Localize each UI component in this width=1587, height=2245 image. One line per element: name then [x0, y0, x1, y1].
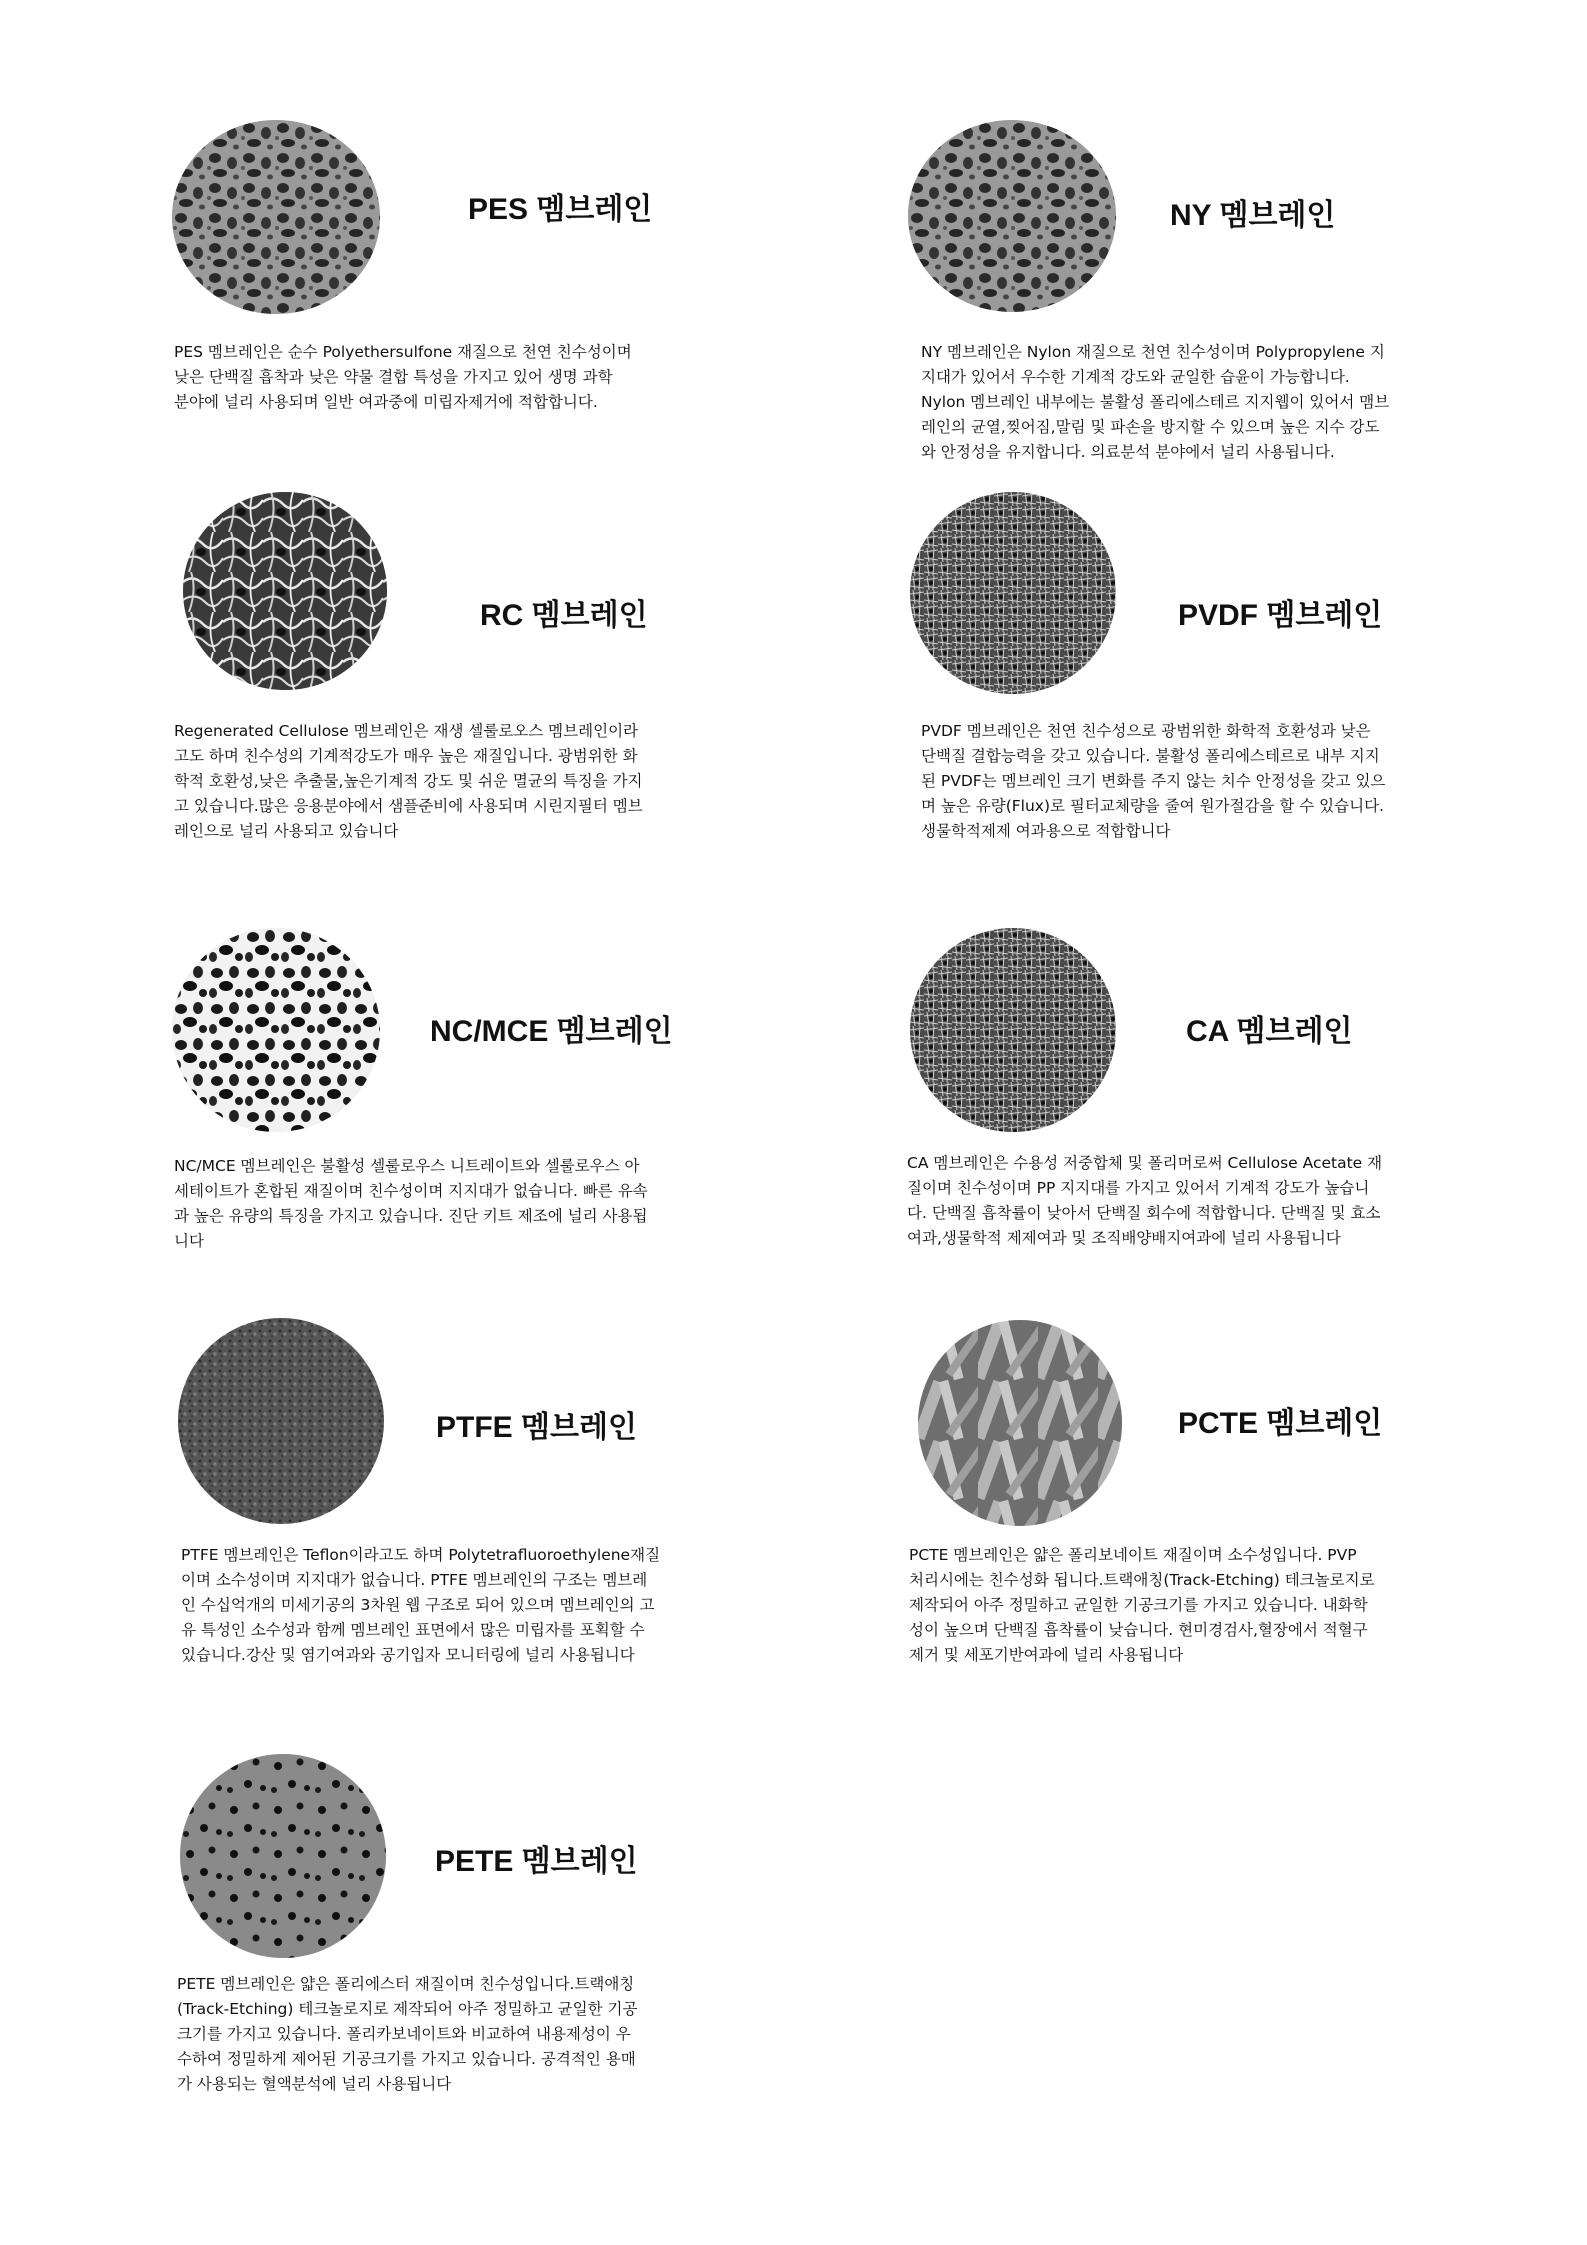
pvdf-description-line: 된 PVDF는 멤브레인 크기 변화를 주지 않는 치수 안정성을 갖고 있으 — [921, 772, 1386, 790]
ny-description-line: 레인의 균열,찢어짐,말림 및 파손을 방지할 수 있으며 높은 지수 강도 — [921, 418, 1380, 436]
pvdf-description-line: 생물학적제제 여과용으로 적합합니다 — [921, 822, 1171, 840]
rc-description-line: 학적 호환성,낮은 추출물,높은기계적 강도 및 쉬운 멸균의 특징을 가지 — [174, 772, 643, 790]
pvdf-description-line: PVDF 멤브레인은 천연 친수성으로 광범위한 화학적 호환성과 낮은 — [921, 722, 1371, 740]
ca-description-line: CA 멤브레인은 수용성 저중합체 및 폴리머로써 Cellulose Acetate 재 — [907, 1154, 1383, 1172]
ca-description-line: 질이며 친수성이며 PP 지지대를 가지고 있어서 기계적 강도가 높습니 — [907, 1179, 1370, 1197]
ptfe-micrograph-image — [178, 1318, 384, 1524]
rc-title: RC 멤브레인 — [480, 599, 648, 632]
pete-description-line: 수하여 정밀하게 제어된 기공크기를 가지고 있습니다. 공격적인 용매 — [177, 2050, 636, 2068]
nc-mce-description-line: 세테이트가 혼합된 재질이며 친수성이며 지지대가 없습니다. 빠른 유속 — [174, 1182, 648, 1200]
pcte-description-line: 처리시에는 친수성화 됩니다.트랙애칭(Track-Etching) 테크놀로지로 — [909, 1571, 1375, 1589]
rc-micrograph-image — [183, 492, 387, 690]
nc-mce-description-line: 니다 — [174, 1232, 204, 1250]
nc-mce-description-line: 과 높은 유량의 특징을 가지고 있습니다. 진단 키트 제조에 널리 사용됩 — [174, 1207, 648, 1225]
ca-description — [907, 1151, 1382, 1251]
pvdf-description — [921, 719, 1385, 844]
pcte-description-line: 성이 높으며 단백질 흡착률이 낮습니다. 현미경검사,혈장에서 적혈구 — [909, 1621, 1368, 1639]
pcte-micrograph-image — [918, 1320, 1122, 1526]
pcte-description — [909, 1543, 1375, 1668]
ny-description — [921, 340, 1389, 465]
pete-description — [177, 1972, 637, 2097]
pvdf-title: PVDF 멤브레인 — [1178, 599, 1383, 632]
ca-title: CA 멤브레인 — [1186, 1015, 1353, 1048]
pvdf-description-line: 단백질 결합능력을 갖고 있습니다. 불활성 폴리에스테르로 내부 지지 — [921, 747, 1380, 765]
pvdf-micrograph-image — [910, 492, 1116, 694]
ptfe-description — [181, 1543, 660, 1668]
pete-title: PETE 멤브레인 — [435, 1845, 638, 1878]
ptfe-description-line: PTFE 멤브레인은 Teflon이라고도 하며 Polytetrafluoroethylene재질 — [181, 1546, 661, 1564]
nc-mce-micrograph-image — [172, 928, 380, 1132]
rc-description-line: 레인으로 널리 사용되고 있습니다 — [174, 822, 399, 840]
pete-description-line: PETE 멤브레인은 얇은 폴리에스터 재질이며 친수성입니다.트랙애칭 — [177, 1975, 635, 1993]
ny-micrograph-image — [908, 120, 1116, 312]
rc-description-line: 고도 하며 친수성의 기계적강도가 매우 높은 재질입니다. 광범위한 화 — [174, 747, 638, 765]
rc-description-line: Regenerated Cellulose 멤브레인은 재생 셀룰로오스 멤브레인이라 — [174, 722, 639, 740]
ny-description-line: 지대가 있어서 우수한 기계적 강도와 균일한 습윤이 가능합니다. — [921, 368, 1350, 386]
ny-description-line: NY 멤브레인은 Nylon 재질으로 천연 친수성이며 Polypropylene 지 — [921, 343, 1385, 361]
pcte-description-line: PCTE 멤브레인은 얇은 폴리보네이트 재질이며 소수성입니다. PVP — [909, 1546, 1357, 1564]
pes-description-line: 분야에 널리 사용되며 일반 여과중에 미립자제거에 적합합니다. — [174, 393, 598, 411]
pete-micrograph-image — [180, 1754, 386, 1958]
ny-description-line: 와 안정성을 유지합니다. 의료분석 분야에서 널리 사용됩니다. — [921, 443, 1335, 461]
nc-mce-title: NC/MCE 멤브레인 — [430, 1015, 673, 1048]
nc-mce-description — [174, 1154, 648, 1254]
ptfe-description-line: 유 특성인 소수성과 함께 멤브레인 표면에서 많은 미립자를 포획할 수 — [181, 1621, 645, 1639]
ny-description-line: Nylon 멤브레인 내부에는 불활성 폴리에스테르 지지웹이 있어서 맴브 — [921, 393, 1390, 411]
pete-description-line: 크기를 가지고 있습니다. 폴리카보네이트와 비교하여 내용제성이 우 — [177, 2025, 631, 2043]
pvdf-description-line: 며 높은 유량(Flux)로 필터교체량을 줄여 원가절감을 할 수 있습니다. — [921, 797, 1384, 815]
pete-description-line: 가 사용되는 혈액분석에 널리 사용됩니다 — [177, 2075, 452, 2093]
pes-description — [174, 340, 632, 415]
ptfe-description-line: 인 수십억개의 미세기공의 3차원 웹 구조로 되어 있으며 멤브레인의 고 — [181, 1596, 655, 1614]
pcte-description-line: 제작되어 아주 정밀하고 균일한 기공크기를 가지고 있습니다. 내화학 — [909, 1596, 1368, 1614]
ny-title: NY 멤브레인 — [1170, 199, 1336, 232]
pes-description-line: PES 멤브레인은 순수 Polyethersulfone 재질으로 천연 친수성이며 — [174, 343, 632, 361]
rc-description — [174, 719, 643, 844]
ptfe-title: PTFE 멤브레인 — [436, 1411, 637, 1444]
ptfe-description-line: 있습니다.강산 및 염기여과와 공기입자 모니터링에 널리 사용됩니다 — [181, 1646, 635, 1664]
ca-description-line: 여과,생물학적 제제여과 및 조직배양배지여과에 널리 사용됩니다 — [907, 1229, 1341, 1247]
ptfe-description-line: 이며 소수성이며 지지대가 없습니다. PTFE 멤브레인의 구조는 멤브레 — [181, 1571, 648, 1589]
ca-description-line: 다. 단백질 흡착률이 낮아서 단백질 회수에 적합합니다. 단백질 및 효소 — [907, 1204, 1381, 1222]
rc-description-line: 고 있습니다.많은 응용분야에서 샘플준비에 사용되며 시린지필터 멤브 — [174, 797, 643, 815]
pcte-title: PCTE 멤브레인 — [1178, 1407, 1383, 1440]
nc-mce-description-line: NC/MCE 멤브레인은 불활성 셀룰로우스 니트레이트와 셀룰로우스 아 — [174, 1157, 640, 1175]
pes-description-line: 낮은 단백질 흡착과 낮은 약물 결합 특성을 가지고 있어 생명 과학 — [174, 368, 613, 386]
pcte-description-line: 제거 및 세포기반여과에 널리 사용됩니다 — [909, 1646, 1184, 1664]
pes-title: PES 멤브레인 — [468, 193, 653, 226]
pes-micrograph-image — [172, 120, 380, 314]
ca-micrograph-image — [910, 928, 1116, 1132]
pete-description-line: (Track-Etching) 테크놀로지로 제작되어 아주 정밀하고 균일한 기공 — [177, 2000, 638, 2018]
